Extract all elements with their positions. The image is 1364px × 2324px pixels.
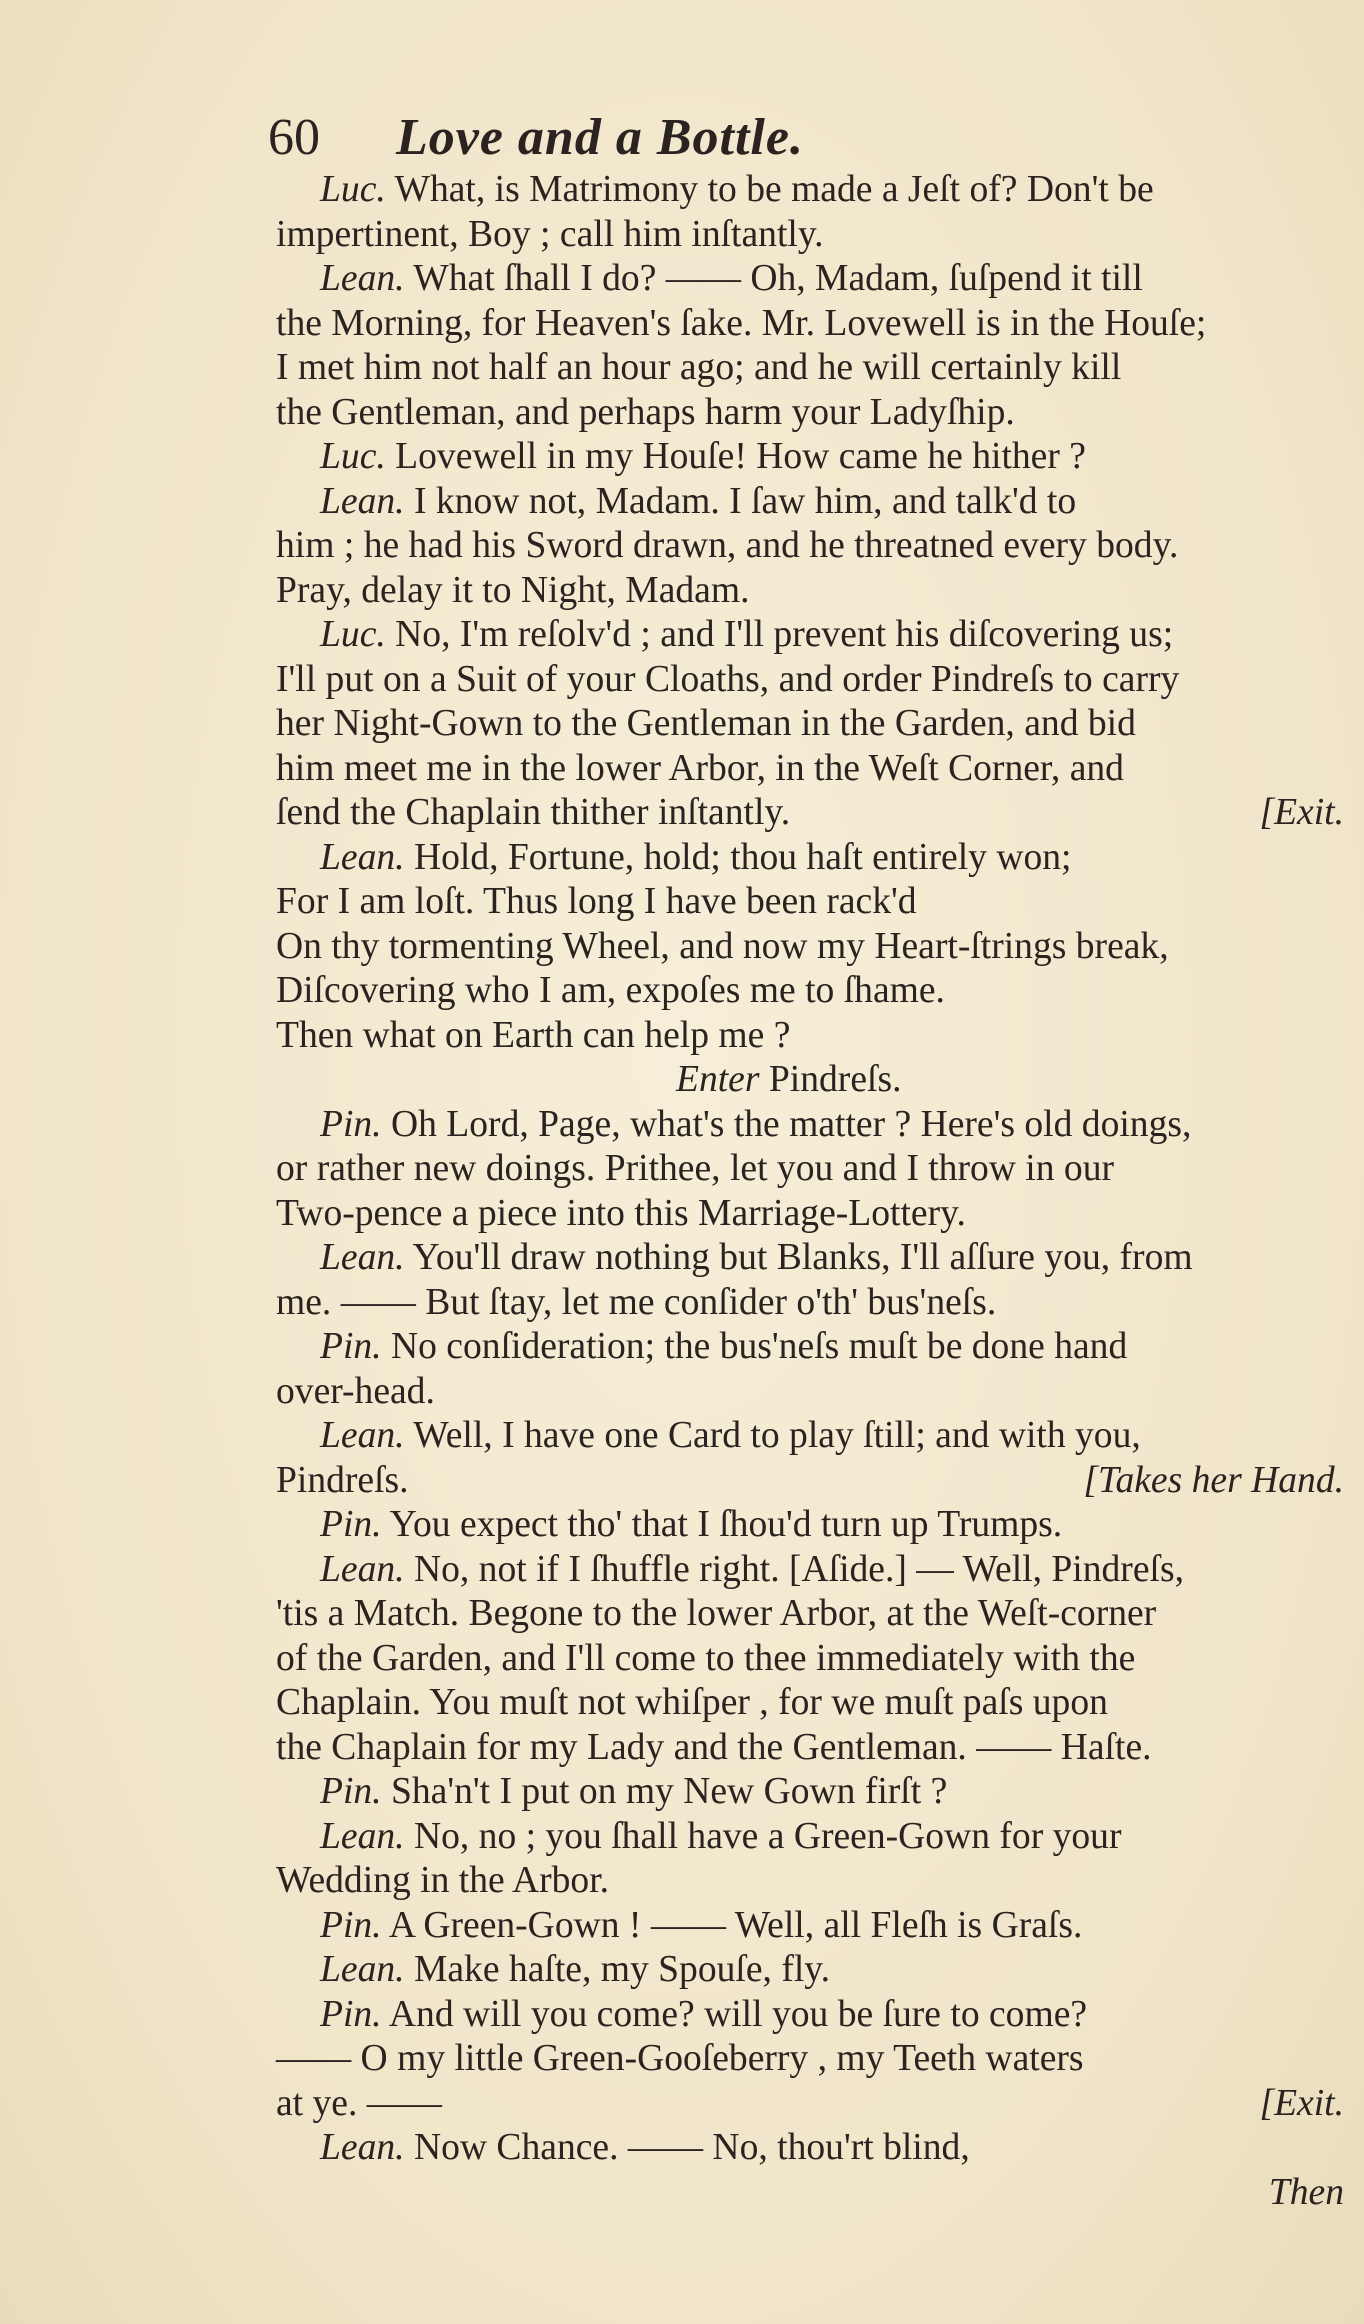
line-text: What ſhall I do? —— Oh, Madam, ſuſpend it till <box>404 258 1143 299</box>
text-line <box>276 702 1344 747</box>
speaker-name: Pin. <box>320 1771 382 1812</box>
speaker-name: Lean. <box>320 258 405 299</box>
line-text: impertinent, Boy ; call him inſtantly. <box>276 213 824 255</box>
text-line <box>276 1459 1344 1504</box>
line-text: I met him not half an hour ago; and he will certainly kill <box>276 347 1122 388</box>
line-text: A Green-Gown ! —— Well, all Fleſh is Graſs. <box>381 1904 1083 1946</box>
line-text: ſend the Chaplain thither inſtantly. <box>276 792 791 833</box>
line-text: Well, I have one Card to play ſtill; and with you, <box>404 1415 1141 1456</box>
line-text: And will you come? will you be ſure to come? <box>381 1993 1088 2035</box>
line-text: at ye. —— <box>276 2082 442 2124</box>
speaker-name: Lean. <box>320 1548 405 1590</box>
text-line <box>276 1147 1344 1192</box>
text-line <box>276 1236 1344 1281</box>
line-text: the Morning, for Heaven's ſake. Mr. Lovewell is in the Houſe; <box>276 302 1207 344</box>
text-line <box>276 524 1344 569</box>
text-line <box>276 658 1344 703</box>
line-text: Two-pence a piece into this Marriage-Lottery. <box>276 1192 966 1234</box>
speaker-name: Lean. <box>320 2127 405 2168</box>
text-line <box>276 1103 1344 1148</box>
line-text: No, I'm reſolv'd ; and I'll prevent his diſcovering us; <box>385 614 1174 655</box>
speaker-name: Pin. <box>320 1103 382 1145</box>
line-text: You'll draw nothing but Blanks, I'll aſſure you, from <box>404 1237 1193 1278</box>
line-text: Wedding in the Arbor. <box>276 1860 610 1901</box>
text-line <box>276 168 1344 213</box>
speaker-name: Pin. <box>320 1993 382 2035</box>
line-text: What, is Matrimony to be made a Jeſt of? Don't be <box>385 169 1154 210</box>
line-text: —— O my little Green-Gooſeberry , my Teeth waters <box>276 2038 1084 2079</box>
line-text: over-head. <box>276 1370 435 1412</box>
text-line <box>276 1503 1344 1548</box>
speaker-name: Pin. <box>320 1326 382 1367</box>
line-text: me. —— But ſtay, let me conſider o'th' bus'neſs. <box>276 1281 997 1323</box>
speaker-name: Luc. <box>320 169 386 210</box>
stage-direction-entry: Enter <box>676 1059 760 1100</box>
speaker-name: Lean. <box>320 1815 405 1857</box>
text-line <box>276 480 1344 525</box>
text-line <box>276 2126 1344 2171</box>
text-line <box>276 925 1344 970</box>
text-line <box>276 1281 1344 1326</box>
text-line <box>276 969 1344 1014</box>
speaker-name: Luc. <box>320 614 386 655</box>
text-line <box>276 346 1344 391</box>
line-text: Pray, delay it to Night, Madam. <box>276 569 750 611</box>
line-text: 'tis a Match. Begone to the lower Arbor, at the Weſt-corner <box>276 1593 1157 1634</box>
speaker-name: Lean. <box>320 836 405 878</box>
text-line <box>276 569 1344 614</box>
text-line <box>276 1592 1344 1637</box>
text-line <box>276 613 1344 658</box>
text-line <box>276 880 1344 925</box>
text-line <box>276 213 1344 258</box>
line-text: Then what on Earth can help me ? <box>276 1014 791 1056</box>
stage-direction: [Takes her Hand. <box>1083 1459 1344 1501</box>
line-text: I'll put on a Suit of your Cloaths, and order Pindreſs to carry <box>276 658 1180 700</box>
text-line <box>276 1993 1344 2038</box>
text-line <box>276 1414 1344 1459</box>
text-line <box>276 1370 1344 1415</box>
speaker-name: Pin. <box>320 1504 382 1545</box>
line-text: I know not, Madam. I ſaw him, and talk'd to <box>404 480 1077 522</box>
running-title: Love and a Bottle. <box>396 109 804 166</box>
speaker-name: Lean. <box>320 480 405 522</box>
line-text: No, not if I ſhuffle right. [Aſide.] — Well, Pindreſs, <box>404 1548 1184 1590</box>
line-text: or rather new doings. Prithee, let you and I throw in our <box>276 1148 1115 1189</box>
text-line <box>276 257 1344 302</box>
line-text: Pindreſs. <box>759 1059 902 1100</box>
text-line <box>276 1681 1344 1726</box>
text-line <box>276 1192 1344 1237</box>
line-text: Hold, Fortune, hold; thou haſt entirely won; <box>404 836 1072 878</box>
line-text: of the Garden, and I'll come to thee immediately with the <box>276 1637 1136 1679</box>
line-text: him ; he had his Sword drawn, and he threatned every body. <box>276 525 1179 566</box>
line-text: her Night-Gown to the Gentleman in the Garden, and bid <box>276 703 1136 744</box>
text-line <box>276 1726 1344 1771</box>
speaker-name: Lean. <box>320 1415 405 1456</box>
stage-direction: [Exit. <box>1259 2082 1344 2124</box>
catchword: Then <box>1268 2171 1344 2213</box>
line-text: No conſideration; the bus'neſs muſt be done hand <box>381 1326 1128 1367</box>
text-line <box>276 391 1344 436</box>
text-line <box>276 1859 1344 1904</box>
stage-direction: [Exit. <box>1259 792 1344 833</box>
line-text: Chaplain. You muſt not whiſper , for we muſt paſs upon <box>276 1682 1108 1723</box>
speaker-name: Pin. <box>320 1904 382 1946</box>
speaker-name: Lean. <box>320 1949 405 1990</box>
line-text: You expect tho' that I ſhou'd turn up Trumps. <box>381 1504 1063 1545</box>
line-text: the Gentleman, and perhaps harm your Ladyſhip. <box>276 391 1015 433</box>
text-line <box>276 1548 1344 1593</box>
text-line <box>276 1637 1344 1682</box>
text-line <box>276 1770 1344 1815</box>
text-line <box>276 435 1344 480</box>
page-number: 60 <box>268 109 320 166</box>
line-text: Now Chance. —— No, thou'rt blind, <box>404 2127 970 2168</box>
text-line <box>276 791 1344 836</box>
line-text: On thy tormenting Wheel, and now my Heart-ſtrings break, <box>276 925 1169 967</box>
text-line <box>276 302 1344 347</box>
text-line <box>276 1948 1344 1993</box>
text-line <box>276 2082 1344 2127</box>
text-line <box>276 1904 1344 1949</box>
speaker-name: Luc. <box>320 436 386 477</box>
line-text: No, no ; you ſhall have a Green-Gown for your <box>404 1815 1122 1857</box>
line-text: Pindreſs. <box>276 1459 409 1501</box>
line-text: the Chaplain for my Lady and the Gentleman. —— Haſte. <box>276 1726 1152 1768</box>
line-text: Make haſte, my Spouſe, fly. <box>404 1949 831 1990</box>
line-text: Diſcovering who I am, expoſes me to ſhame. <box>276 970 945 1011</box>
text-line <box>276 836 1344 881</box>
text-line <box>276 1325 1344 1370</box>
text-line <box>276 1058 1344 1103</box>
line-text: For I am loſt. Thus long I have been rack'd <box>276 881 917 922</box>
line-text: Sha'n't I put on my New Gown firſt ? <box>381 1771 948 1812</box>
text-line <box>276 1815 1344 1860</box>
text-line <box>276 747 1344 792</box>
play-text <box>276 168 1344 2215</box>
line-text: him meet me in the lower Arbor, in the Weſt Corner, and <box>276 747 1124 789</box>
line-text: Lovewell in my Houſe! How came he hither ? <box>385 436 1086 477</box>
text-line <box>276 1014 1344 1059</box>
line-text: Oh Lord, Page, what's the matter ? Here's old doings, <box>381 1103 1192 1145</box>
text-line <box>276 2037 1344 2082</box>
speaker-name: Lean. <box>320 1237 405 1278</box>
